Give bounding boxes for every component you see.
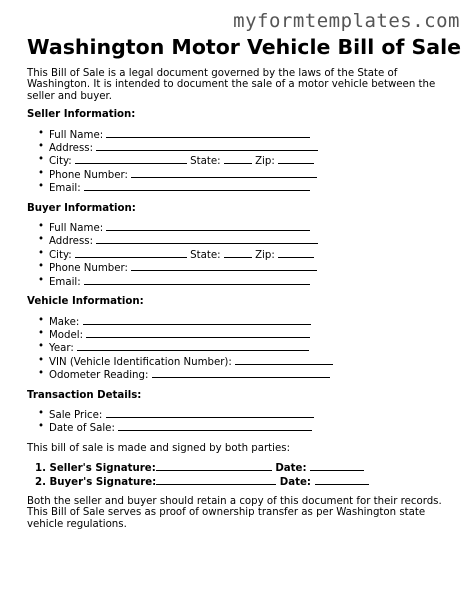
- seller-address-field[interactable]: [96, 141, 318, 151]
- vehicle-model-field[interactable]: [86, 328, 310, 338]
- watermark: myformtemplates.com: [233, 10, 460, 32]
- seller-email-field[interactable]: [84, 181, 310, 191]
- seller-address-label: Address:: [49, 143, 94, 155]
- transaction-fields: [27, 408, 457, 435]
- seller-phone-field[interactable]: [131, 168, 317, 178]
- buyer-state-field[interactable]: [224, 248, 252, 258]
- signature-list: [27, 461, 457, 488]
- vehicle-make-label: Make:: [49, 316, 80, 328]
- buyer-zip-field[interactable]: [278, 248, 314, 258]
- vehicle-make-field[interactable]: [83, 315, 311, 325]
- sale-date-field[interactable]: [118, 421, 312, 431]
- seller-address-row: [27, 141, 457, 154]
- buyer-phone-label: Phone Number:: [49, 263, 128, 275]
- seller-full-name-row: [27, 128, 457, 141]
- buyer-date-label: Date:: [279, 476, 311, 488]
- sale-date-label: Date of Sale:: [49, 423, 115, 435]
- seller-full-name-field[interactable]: [106, 128, 310, 138]
- sale-date-row: [27, 421, 457, 434]
- buyer-zip-label: Zip:: [255, 249, 275, 261]
- buyer-fields: [27, 221, 457, 288]
- seller-phone-label: Phone Number:: [49, 169, 128, 181]
- sale-price-label: Sale Price:: [49, 409, 103, 421]
- buyer-address-label: Address:: [49, 236, 94, 248]
- buyer-city-field[interactable]: [75, 248, 187, 258]
- seller-signature-label: Seller's Signature:: [49, 463, 156, 475]
- seller-full-name-label: Full Name:: [49, 129, 104, 141]
- seller-state-field[interactable]: [224, 154, 252, 164]
- vehicle-odometer-field[interactable]: [152, 368, 330, 378]
- sale-price-field[interactable]: [106, 408, 314, 418]
- sale-price-row: [27, 408, 457, 421]
- buyer-phone-field[interactable]: [131, 261, 317, 271]
- vehicle-model-row: [27, 328, 457, 341]
- intro-paragraph: This Bill of Sale is a legal document governed by the laws of the State of Washington. It is intended to document the sale of a motor vehicle between the seller and buyer.: [27, 68, 436, 102]
- seller-email-row: [27, 181, 457, 194]
- vehicle-fields: [27, 315, 457, 382]
- buyer-state-label: State:: [190, 249, 221, 261]
- buyer-heading: Buyer Information:: [27, 202, 136, 214]
- buyer-full-name-field[interactable]: [106, 221, 310, 231]
- seller-email-label: Email:: [49, 183, 81, 195]
- seller-fields: [27, 128, 457, 195]
- buyer-signature-row: [27, 475, 457, 488]
- buyer-address-field[interactable]: [96, 234, 318, 244]
- seller-state-label: State:: [190, 156, 221, 168]
- seller-zip-field[interactable]: [278, 154, 314, 164]
- seller-phone-row: [27, 168, 457, 181]
- buyer-full-name-label: Full Name:: [49, 223, 104, 235]
- page-title: Washington Motor Vehicle Bill of Sale: [27, 35, 462, 59]
- transaction-heading: Transaction Details:: [27, 389, 142, 401]
- seller-date-label: Date:: [275, 463, 307, 475]
- vehicle-year-row: [27, 341, 457, 354]
- vehicle-heading: Vehicle Information:: [27, 296, 144, 308]
- closing-paragraph: Both the seller and buyer should retain a copy of this document for their records. This Bill of Sale serves as proof of ownership transfer as per Washington state vehicle regulations.: [27, 495, 442, 530]
- buyer-phone-row: [27, 261, 457, 274]
- buyer-email-row: [27, 275, 457, 288]
- seller-signature-row: [27, 461, 457, 474]
- vehicle-vin-field[interactable]: [235, 355, 333, 365]
- vehicle-vin-label: VIN (Vehicle Identification Number):: [49, 356, 232, 368]
- buyer-email-label: Email:: [49, 276, 81, 288]
- seller-signature-number: 1.: [35, 463, 46, 475]
- buyer-date-field[interactable]: [315, 475, 369, 485]
- buyer-address-row: [27, 234, 457, 247]
- signing-statement: This bill of sale is made and signed by both parties:: [27, 442, 291, 454]
- buyer-email-field[interactable]: [84, 275, 310, 285]
- seller-city-label: City:: [49, 156, 72, 168]
- vehicle-vin-row: [27, 355, 457, 368]
- document-body: [27, 68, 457, 530]
- seller-city-field[interactable]: [75, 154, 187, 164]
- buyer-signature-number: 2.: [35, 476, 46, 488]
- vehicle-model-label: Model:: [49, 329, 84, 341]
- seller-signature-field[interactable]: [156, 461, 272, 471]
- buyer-city-row: [27, 248, 457, 261]
- vehicle-year-label: Year:: [49, 343, 74, 355]
- vehicle-year-field[interactable]: [77, 341, 309, 351]
- vehicle-make-row: [27, 315, 457, 328]
- buyer-full-name-row: [27, 221, 457, 234]
- buyer-signature-field[interactable]: [156, 475, 276, 485]
- seller-zip-label: Zip:: [255, 156, 275, 168]
- vehicle-odometer-row: [27, 368, 457, 381]
- seller-date-field[interactable]: [310, 461, 364, 471]
- vehicle-odometer-label: Odometer Reading:: [49, 370, 149, 382]
- seller-heading: Seller Information:: [27, 109, 136, 121]
- seller-city-row: [27, 154, 457, 167]
- buyer-city-label: City:: [49, 249, 72, 261]
- buyer-signature-label: Buyer's Signature:: [49, 476, 157, 488]
